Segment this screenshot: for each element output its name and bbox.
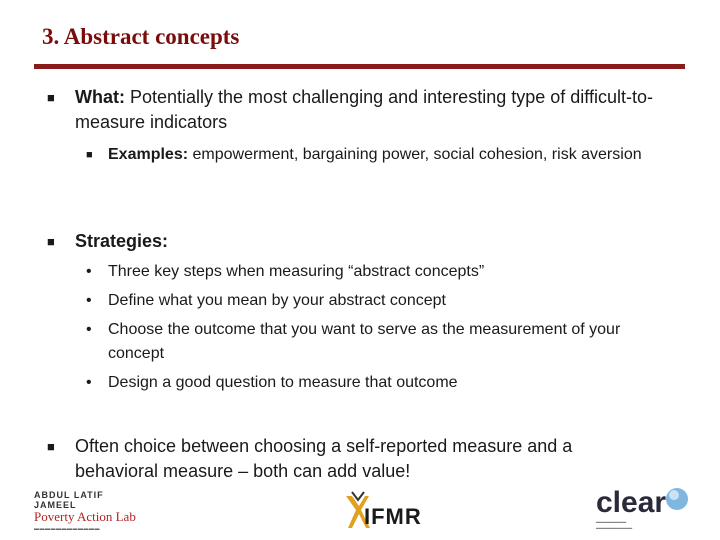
bullet-choice-text: Often choice between choosing a self-reported measure and a behavioral measure – both can add value! [75,436,573,481]
jpal-logo [34,490,144,532]
square-bullet-icon: ■ [47,90,55,105]
strategy-item: • Three key steps when measuring “abstract concepts” [108,260,668,284]
jpal-logo-line1: ABDUL LATIF JAMEEL [34,490,104,510]
square-bullet-icon: ■ [47,234,55,249]
square-bullet-icon: ■ [47,439,55,454]
strategy-item: • Design a good question to measure that outcome [108,371,668,395]
bullet-strategies [47,229,675,254]
clear-logo [596,486,690,534]
ifmr-logo-text: IFMR [364,504,422,529]
title-divider [34,64,685,69]
bullet-examples-text: empowerment, bargaining power, social cohesion, risk aversion [188,146,642,163]
strategy-item: • Choose the outcome that you want to serve as the measurement of your concept [108,318,668,366]
dot-bullet-icon: • [86,374,92,391]
bullet-what-label: What: [75,87,125,107]
bullet-strategies-label: Strategies: [75,231,169,251]
bullet-examples-label: Examples: [108,146,189,163]
dot-bullet-icon: • [86,263,92,280]
globe-icon [664,486,690,512]
bullet-what-text: Potentially the most challenging and interesting type of difficult-to-measure indicators [75,87,653,132]
strategy-item: • Define what you mean by your abstract concept [108,289,668,313]
clear-logo-tagline: ━━━━━━━━━━ ━━━━━━━━━━━━ [596,520,633,532]
jpal-logo-tagline: ▬▬▬▬▬▬▬▬▬▬▬▬ [34,526,100,532]
square-bullet-icon: ■ [86,149,93,161]
bullet-what [47,85,675,135]
dot-bullet-icon: • [86,321,92,338]
dot-bullet-icon: • [86,292,92,309]
clear-logo-text: clear [596,486,667,519]
jpal-logo-line2: Poverty Action Lab [34,509,136,524]
bullet-choice [47,434,655,484]
slide-title: 3. Abstract concepts [42,24,240,49]
ifmr-logo [342,490,442,532]
bullet-examples [86,143,668,167]
